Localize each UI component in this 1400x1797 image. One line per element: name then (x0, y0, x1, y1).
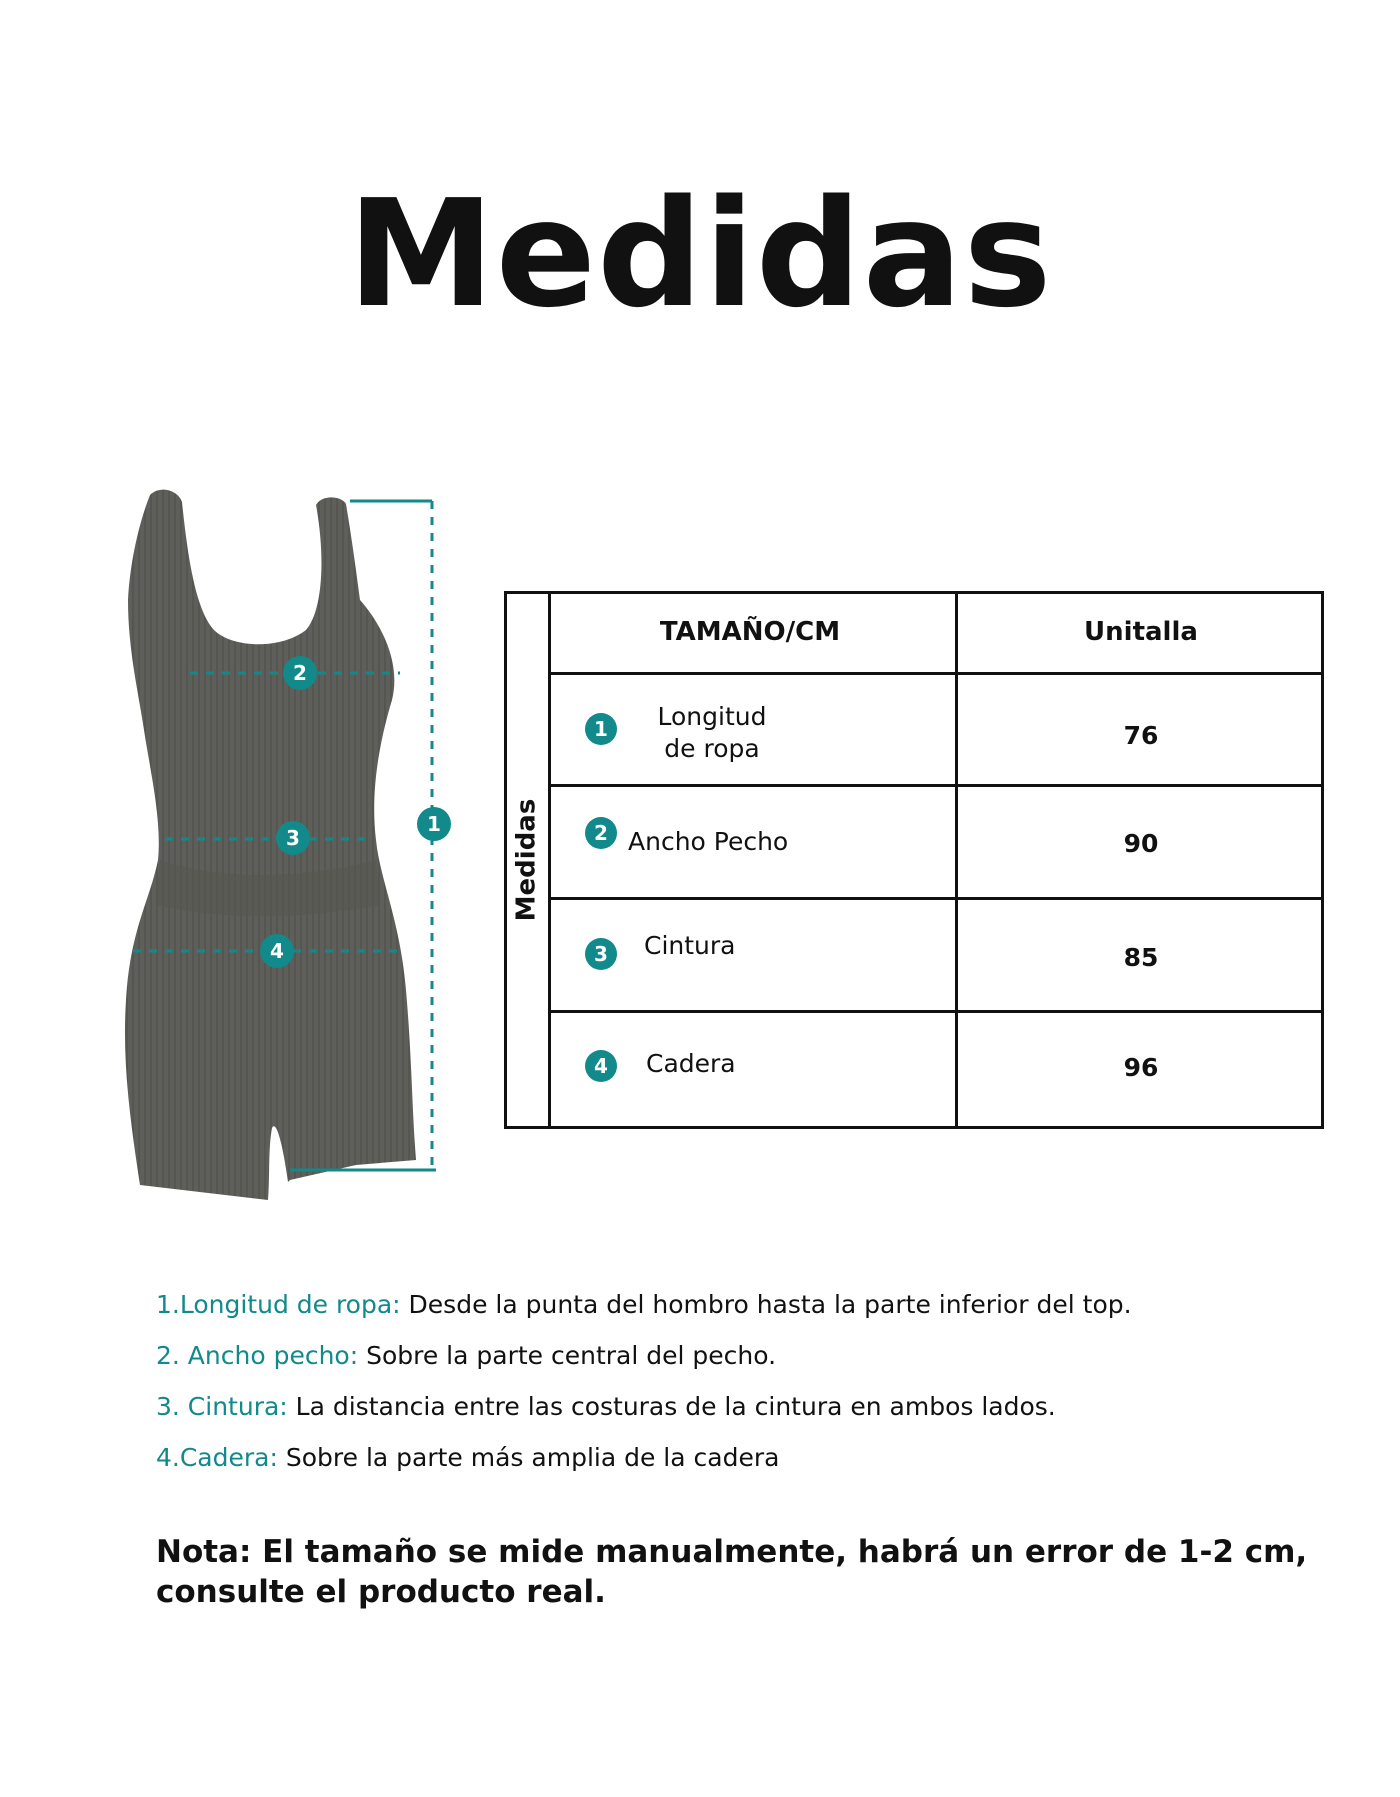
table-divider (548, 1010, 1324, 1013)
row-3-label: Cintura (644, 930, 736, 960)
table-divider (548, 672, 1324, 675)
marker-4-badge: 4 (260, 934, 294, 968)
note-item (156, 1443, 1336, 1472)
note-item (156, 1290, 1336, 1319)
note-term: 1.Longitud de ropa: (156, 1290, 401, 1319)
disclaimer-note (156, 1532, 1336, 1612)
size-table (504, 591, 1324, 1129)
note-term: 2. Ancho pecho: (156, 1341, 359, 1370)
table-divider (548, 784, 1324, 787)
note-term: 4.Cadera: (156, 1443, 278, 1472)
row-2-label: Ancho Pecho (628, 826, 789, 856)
row-3-value: 85 (1123, 942, 1159, 972)
note-item (156, 1392, 1336, 1421)
row-2-value: 90 (1123, 828, 1159, 858)
note-item (156, 1341, 1336, 1370)
note-text: Sobre la parte central del pecho. (358, 1341, 777, 1370)
row-1-value: 76 (1123, 720, 1159, 750)
row-4-label: Cadera (646, 1048, 736, 1078)
marker-3-badge: 3 (276, 821, 310, 855)
bodysuit-shape (125, 490, 416, 1200)
disclaimer-line2: consulte el producto real. (156, 1574, 606, 1610)
row-2-badge: 2 (585, 817, 617, 849)
note-text: La distancia entre las costuras de la cintura en ambos lados. (287, 1392, 1056, 1421)
measurement-notes (156, 1290, 1336, 1494)
disclaimer-line1: Nota: El tamaño se mide manualmente, habrá un error de 1-2 cm, (156, 1534, 1308, 1570)
row-4-badge: 4 (585, 1050, 617, 1082)
table-divider (548, 897, 1324, 900)
marker-1-badge: 1 (417, 807, 451, 841)
row-4-value: 96 (1123, 1052, 1159, 1082)
row-1-label (632, 701, 792, 765)
note-text: Desde la punta del hombro hasta la parte inferior del top. (400, 1290, 1132, 1319)
header-size: TAMAÑO/CM (659, 616, 841, 647)
page-title: Medidas (347, 168, 1053, 340)
note-term: 3. Cintura: (156, 1392, 288, 1421)
row-3-badge: 3 (585, 938, 617, 970)
row-1-label-line1: Longitud (657, 702, 767, 731)
row-1-label-line2: de ropa (664, 734, 760, 763)
row-1-badge: 1 (585, 713, 617, 745)
header-unitalla: Unitalla (1084, 616, 1198, 647)
marker-2-badge: 2 (283, 656, 317, 690)
table-side-label: Medidas (511, 798, 542, 922)
note-text: Sobre la parte más amplia de la cadera (277, 1443, 780, 1472)
